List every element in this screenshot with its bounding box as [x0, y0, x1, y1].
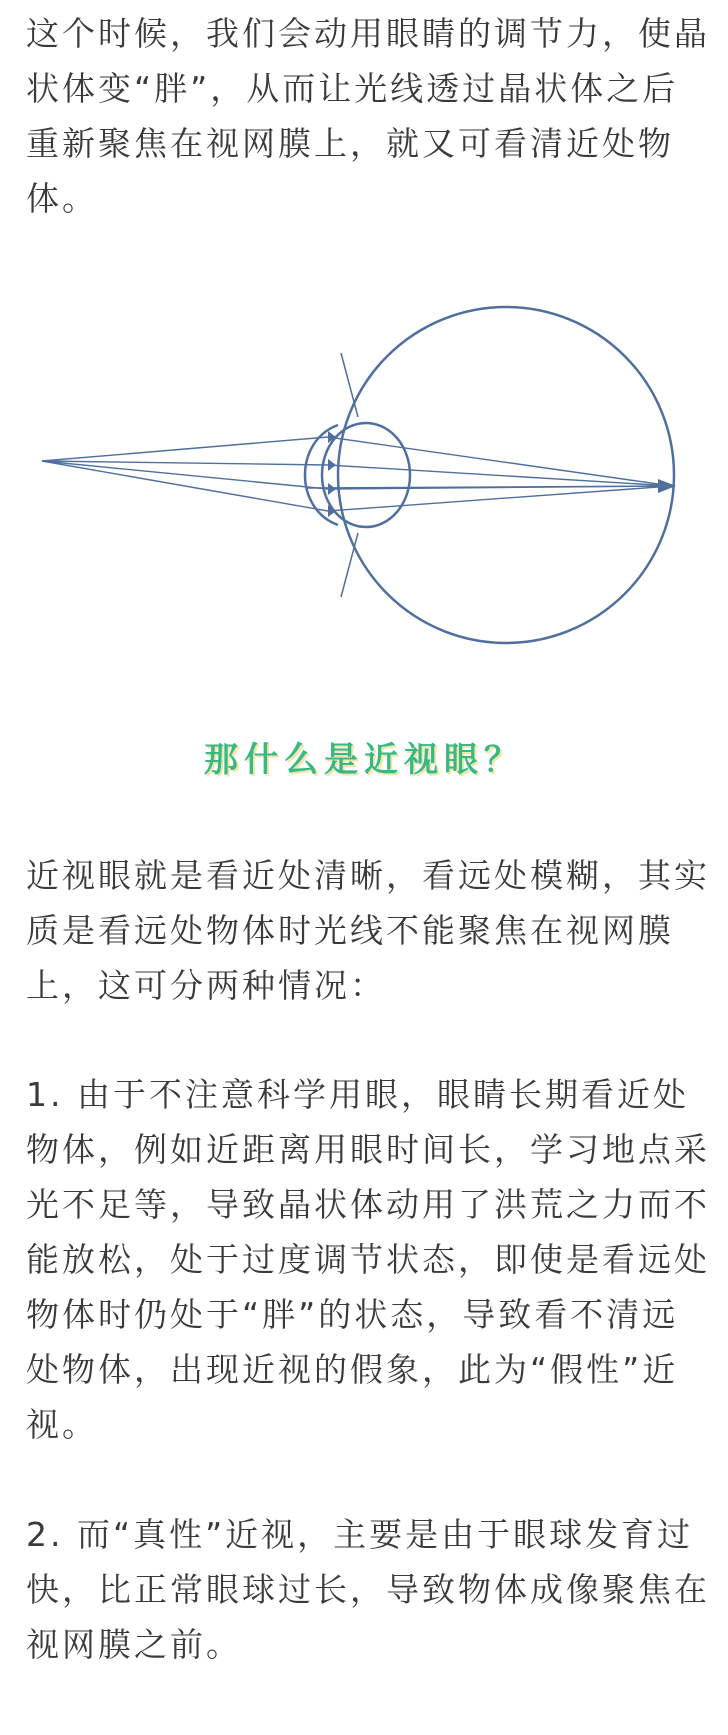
paragraph-pseudo-myopia: 1. 由于不注意科学用眼，眼睛长期看近处物体，例如近距离用眼时间长，学习地点采光不足等，导致晶状体动用了洪荒之力而不能放松，处于过度调节状态，即使是看远处物体时仍处于“胖”的状态，导致看不清远处物体，出现近视的假象，此为“假性”近视。	[26, 1075, 710, 1444]
section-heading: 那什么是近视眼？	[204, 740, 524, 780]
arrowhead-icon	[328, 459, 336, 471]
light-ray-1	[42, 437, 672, 486]
ciliary-line-top	[341, 353, 358, 417]
eye-focus-diagram	[36, 275, 704, 670]
ciliary-line-bottom	[341, 533, 358, 597]
arrowhead-icon	[328, 483, 336, 495]
paragraph-accommodation: 这个时候，我们会动用眼睛的调节力，使晶状体变“胖”，从而让光线透过晶状体之后重新聚焦在视网膜上，就又可看清近处物体。	[26, 14, 710, 218]
light-ray-3	[42, 461, 672, 489]
eyeball-outline	[338, 307, 674, 643]
light-ray-2	[42, 461, 672, 486]
paragraph-true-myopia: 2. 而“真性”近视，主要是由于眼球发育过快，比正常眼球过长，导致物体成像聚焦在视网膜之前。	[26, 1515, 710, 1664]
light-ray-5	[306, 486, 672, 488]
paragraph-myopia-definition: 近视眼就是看近处清晰，看远处模糊，其实质是看远处物体时光线不能聚焦在视网膜上，这可分两种情况：	[26, 856, 710, 1005]
